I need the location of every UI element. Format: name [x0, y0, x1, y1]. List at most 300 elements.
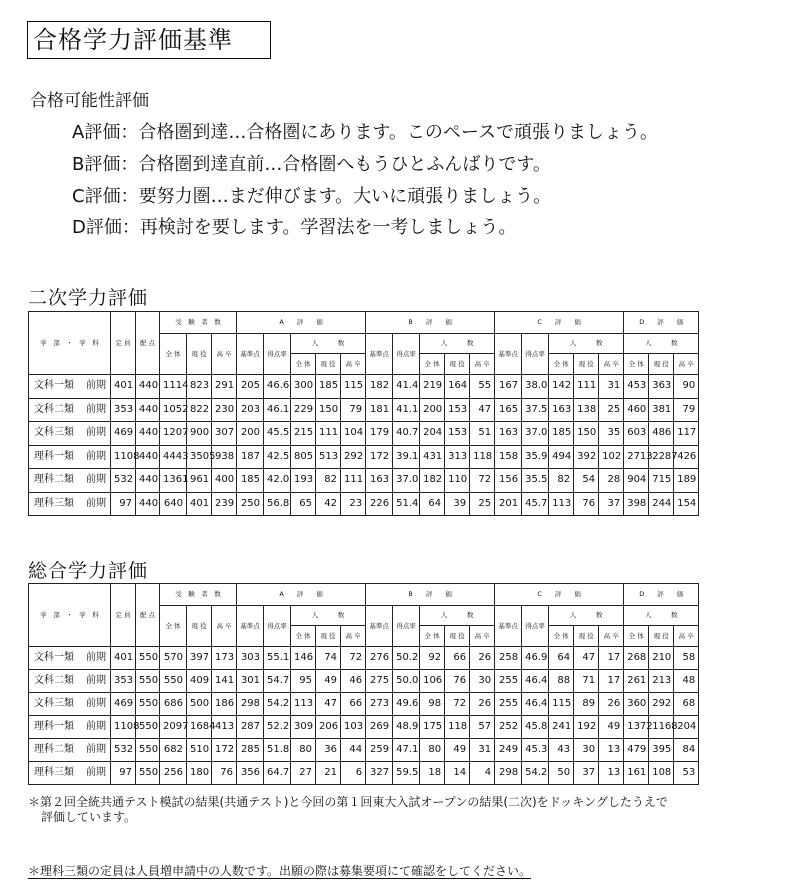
grade-d-cell: 48	[674, 670, 699, 693]
dept-name: 文科二類	[34, 675, 74, 686]
header-people: 人 数	[624, 606, 699, 626]
capacity-cell: 401	[111, 375, 136, 399]
grade-c-cell: 163	[549, 398, 574, 422]
grade-d-cell: 603	[624, 422, 649, 446]
grade-d-cell: 381	[649, 398, 674, 422]
grade-a-cell: 52.2	[264, 716, 291, 739]
grade-d-cell: 486	[649, 422, 674, 446]
header-base: 基準点	[366, 606, 393, 647]
grade-a-cell: 54.7	[264, 670, 291, 693]
header-grad: 高 卒	[341, 354, 366, 375]
grade-c-cell: 37.0	[522, 422, 549, 446]
grade-a-cell: 113	[291, 693, 316, 716]
capacity-cell: 469	[111, 693, 136, 716]
grade-a-cell: 27	[291, 762, 316, 785]
grade-b-cell: 4	[470, 762, 495, 785]
header-rate: 得点率	[522, 606, 549, 647]
header-base: 基準点	[495, 334, 522, 375]
grade-d-cell: 2713	[624, 445, 649, 469]
grade-a-cell: 74	[316, 647, 341, 670]
dept-cell	[29, 422, 111, 446]
grade-c-cell: 35	[599, 422, 624, 446]
grade-c-cell: 113	[549, 492, 574, 516]
header-grade-c: C 評 価	[495, 584, 624, 606]
dept-cell	[29, 739, 111, 762]
header-current: 現 役	[445, 354, 470, 375]
grade-a-cell: 250	[237, 492, 264, 516]
grade-b-cell: 39	[445, 492, 470, 516]
examinee-cell: 397	[187, 647, 212, 670]
grade-d-cell: 453	[624, 375, 649, 399]
grade-a-cell: 46.1	[264, 398, 291, 422]
grade-b-cell: 118	[470, 445, 495, 469]
grade-c-cell: 89	[574, 693, 599, 716]
grade-d-cell: 268	[624, 647, 649, 670]
dept-cell	[29, 445, 111, 469]
dept-name: 理科二類	[34, 474, 74, 486]
grade-c-cell: 115	[549, 693, 574, 716]
table-row	[29, 375, 699, 399]
grade-d-cell: 189	[674, 469, 699, 493]
grade-b-cell: 163	[366, 469, 393, 493]
examinee-cell: 1207	[160, 422, 187, 446]
grade-a-cell: 6	[341, 762, 366, 785]
grade-d-cell: 210	[649, 647, 674, 670]
grade-a-cell: 49	[316, 670, 341, 693]
grade-c-cell: 37.5	[522, 398, 549, 422]
grade-a-cell: 82	[316, 469, 341, 493]
grade-a-cell: 95	[291, 670, 316, 693]
header-grade-d: D 評 価	[624, 312, 699, 334]
grade-d-cell: 398	[624, 492, 649, 516]
grade-b-cell: 200	[420, 398, 445, 422]
dept-term: 前期	[86, 474, 106, 486]
grade-a-cell: 287	[237, 716, 264, 739]
grade-a-cell: 185	[237, 469, 264, 493]
header-grad: 高 卒	[470, 626, 495, 647]
grade-c-cell: 192	[574, 716, 599, 739]
grade-c-cell: 150	[574, 422, 599, 446]
grade-c-cell: 201	[495, 492, 522, 516]
grade-b-cell: 51.4	[393, 492, 420, 516]
grade-b-cell: 92	[420, 647, 445, 670]
dept-term: 前期	[86, 767, 106, 778]
dept-term: 前期	[86, 698, 106, 709]
grade-c-cell: 46.4	[522, 670, 549, 693]
header-rate: 得点率	[522, 334, 549, 375]
grade-c-cell: 252	[495, 716, 522, 739]
capacity-cell: 353	[111, 670, 136, 693]
grade-a-cell: 805	[291, 445, 316, 469]
table-row	[29, 739, 699, 762]
grade-a-cell: 150	[316, 398, 341, 422]
grade-b-cell: 269	[366, 716, 393, 739]
grade-a-cell: 513	[316, 445, 341, 469]
grade-b-cell: 175	[420, 716, 445, 739]
grade-a-cell: 36	[316, 739, 341, 762]
examinee-cell: 2097	[160, 716, 187, 739]
header-base: 基準点	[237, 334, 264, 375]
grade-a-cell: 193	[291, 469, 316, 493]
grade-a-cell: 205	[237, 375, 264, 399]
dept-term: 前期	[86, 744, 106, 755]
table-row	[29, 445, 699, 469]
grade-a-cell: 215	[291, 422, 316, 446]
grade-a-cell: 42.5	[264, 445, 291, 469]
grade-b-cell: 118	[445, 716, 470, 739]
grade-a-cell: 203	[237, 398, 264, 422]
allot-cell: 550	[136, 670, 160, 693]
examinee-cell: 510	[187, 739, 212, 762]
grade-a-cell: 187	[237, 445, 264, 469]
grade-c-cell: 28	[599, 469, 624, 493]
header-current: 現 役	[187, 334, 212, 375]
grade-a-cell: 80	[291, 739, 316, 762]
header-current: 現 役	[574, 626, 599, 647]
header-total: 全 体	[420, 626, 445, 647]
grade-a-cell: 206	[316, 716, 341, 739]
grade-d-cell: 1168	[649, 716, 674, 739]
capacity-cell: 97	[111, 762, 136, 785]
grade-c-cell: 54	[574, 469, 599, 493]
grade-a-cell: 46	[341, 670, 366, 693]
header-grad: 高 卒	[212, 334, 237, 375]
examinee-cell: 686	[160, 693, 187, 716]
header-rate: 得点率	[393, 606, 420, 647]
table-row	[29, 422, 699, 446]
header-grad: 高 卒	[599, 626, 624, 647]
grade-a-cell: 309	[291, 716, 316, 739]
header-grad: 高 卒	[599, 354, 624, 375]
dept-cell	[29, 762, 111, 785]
header-total: 全 体	[160, 334, 187, 375]
header-rate: 得点率	[264, 334, 291, 375]
examinee-cell: 640	[160, 492, 187, 516]
grade-a-cell: 300	[291, 375, 316, 399]
grade-c-cell: 17	[599, 647, 624, 670]
allot-cell: 550	[136, 693, 160, 716]
criteria-item: D評価：再検討を要します。学習法を一考しましょう。	[72, 217, 517, 238]
grade-b-cell: 59.5	[393, 762, 420, 785]
table-row	[29, 693, 699, 716]
examinee-cell: 307	[212, 422, 237, 446]
grade-d-cell: 204	[674, 716, 699, 739]
examinee-cell: 172	[212, 739, 237, 762]
grade-a-cell: 200	[237, 422, 264, 446]
header-allot: 配 点	[136, 312, 160, 375]
grade-b-cell: 153	[445, 422, 470, 446]
grade-b-cell: 51	[470, 422, 495, 446]
grade-b-cell: 72	[470, 469, 495, 493]
grade-c-cell: 241	[549, 716, 574, 739]
grade-a-cell: 42.0	[264, 469, 291, 493]
dept-name: 理科一類	[34, 721, 74, 732]
grade-a-cell: 66	[341, 693, 366, 716]
examinee-cell: 230	[212, 398, 237, 422]
grade-c-cell: 31	[599, 375, 624, 399]
header-grad: 高 卒	[674, 354, 699, 375]
grade-d-cell: 363	[649, 375, 674, 399]
criteria-item: C評価：要努力圏…まだ伸びます。大いに頑張りましょう。	[72, 186, 552, 207]
grade-d-cell: 154	[674, 492, 699, 516]
grade-c-cell: 138	[574, 398, 599, 422]
grade-b-cell: 30	[470, 670, 495, 693]
table-row	[29, 398, 699, 422]
grade-b-cell: 226	[366, 492, 393, 516]
grade-c-cell: 46.9	[522, 647, 549, 670]
examinee-cell: 173	[212, 647, 237, 670]
dept-cell	[29, 647, 111, 670]
grade-b-cell: 50.2	[393, 647, 420, 670]
header-capacity: 定 員	[111, 584, 136, 647]
grade-b-cell: 219	[420, 375, 445, 399]
header-total: 全 体	[549, 626, 574, 647]
grade-b-cell: 47	[470, 398, 495, 422]
dept-name: 理科一類	[34, 450, 74, 462]
dept-term: 前期	[86, 652, 106, 663]
grade-c-cell: 185	[549, 422, 574, 446]
grade-d-cell: 2287	[649, 445, 674, 469]
header-people: 人 数	[420, 334, 495, 354]
dept-name: 文科三類	[34, 698, 74, 709]
grade-b-cell: 40.7	[393, 422, 420, 446]
grade-c-cell: 258	[495, 647, 522, 670]
grade-b-cell: 181	[366, 398, 393, 422]
grade-b-cell: 273	[366, 693, 393, 716]
grade-d-cell: 213	[649, 670, 674, 693]
grade-c-cell: 13	[599, 762, 624, 785]
grade-b-cell: 276	[366, 647, 393, 670]
grade-c-cell: 13	[599, 739, 624, 762]
grade-c-cell: 37	[574, 762, 599, 785]
dept-cell	[29, 693, 111, 716]
allot-cell: 550	[136, 762, 160, 785]
criteria-item: B評価：合格圏到達直前…合格圏へもうひとふんばりです。	[72, 154, 551, 175]
grade-a-cell: 21	[316, 762, 341, 785]
examinee-cell: 180	[187, 762, 212, 785]
dept-cell	[29, 375, 111, 399]
examinee-cell: 1361	[160, 469, 187, 493]
grade-a-cell: 42	[316, 492, 341, 516]
grade-a-cell: 104	[341, 422, 366, 446]
examinee-cell: 682	[160, 739, 187, 762]
grade-a-cell: 356	[237, 762, 264, 785]
grade-b-cell: 14	[445, 762, 470, 785]
header-total: 全 体	[549, 354, 574, 375]
examinee-cell: 4443	[160, 445, 187, 469]
grade-a-cell: 111	[341, 469, 366, 493]
dept-term: 前期	[86, 427, 106, 439]
grade-b-cell: 80	[420, 739, 445, 762]
grade-c-cell: 249	[495, 739, 522, 762]
grade-a-cell: 103	[341, 716, 366, 739]
capacity-cell: 1108	[111, 445, 136, 469]
grade-c-cell: 255	[495, 693, 522, 716]
grade-b-cell: 47.1	[393, 739, 420, 762]
grade-b-cell: 39.1	[393, 445, 420, 469]
dept-name: 文科二類	[34, 403, 74, 415]
allot-cell: 550	[136, 716, 160, 739]
header-total: 全 体	[420, 354, 445, 375]
grade-c-cell: 45.3	[522, 739, 549, 762]
grade-c-cell: 392	[574, 445, 599, 469]
dept-term: 前期	[86, 721, 106, 732]
grade-d-cell: 715	[649, 469, 674, 493]
grade-a-cell: 185	[316, 375, 341, 399]
dept-term: 前期	[86, 450, 106, 462]
grade-c-cell: 35.9	[522, 445, 549, 469]
allot-cell: 550	[136, 739, 160, 762]
grade-c-cell: 35.5	[522, 469, 549, 493]
examinee-cell: 822	[187, 398, 212, 422]
grade-d-cell: 84	[674, 739, 699, 762]
table-row	[29, 469, 699, 493]
dept-term: 前期	[86, 497, 106, 509]
header-total: 全 体	[160, 606, 187, 647]
examinee-cell: 823	[187, 375, 212, 399]
header-dept: 学 部 ・ 学 科	[29, 312, 111, 375]
grade-b-cell: 110	[445, 469, 470, 493]
header-grade-c: C 評 価	[495, 312, 624, 334]
dept-name: 理科二類	[34, 744, 74, 755]
allot-cell: 440	[136, 445, 160, 469]
grade-b-cell: 18	[420, 762, 445, 785]
header-base: 基準点	[495, 606, 522, 647]
header-people: 人 数	[420, 606, 495, 626]
grade-a-cell: 45.5	[264, 422, 291, 446]
grade-b-cell: 31	[470, 739, 495, 762]
grade-c-cell: 25	[599, 398, 624, 422]
examinee-cell: 409	[187, 670, 212, 693]
grade-b-cell: 259	[366, 739, 393, 762]
examinee-cell: 291	[212, 375, 237, 399]
examinee-cell: 3505	[187, 445, 212, 469]
examinee-cell: 961	[187, 469, 212, 493]
criteria-heading: 合格可能性評価	[30, 91, 149, 111]
grade-a-cell: 146	[291, 647, 316, 670]
capacity-cell: 1108	[111, 716, 136, 739]
header-people: 人 数	[291, 606, 366, 626]
header-allot: 配 点	[136, 584, 160, 647]
header-grade-b: B 評 価	[366, 584, 495, 606]
dept-name: 文科三類	[34, 427, 74, 439]
grade-b-cell: 179	[366, 422, 393, 446]
dept-cell	[29, 398, 111, 422]
dept-name: 理科三類	[34, 767, 74, 778]
grade-a-cell: 55.1	[264, 647, 291, 670]
capacity-cell: 469	[111, 422, 136, 446]
grade-c-cell: 47	[574, 647, 599, 670]
grade-a-cell: 301	[237, 670, 264, 693]
grade-b-cell: 76	[445, 670, 470, 693]
sogo-heading: 総合学力評価	[28, 560, 149, 582]
grade-c-cell: 76	[574, 492, 599, 516]
grade-a-cell: 303	[237, 647, 264, 670]
table-row	[29, 762, 699, 785]
grade-b-cell: 49.6	[393, 693, 420, 716]
grade-b-cell: 98	[420, 693, 445, 716]
grade-d-cell: 161	[624, 762, 649, 785]
grade-c-cell: 46.4	[522, 693, 549, 716]
grade-c-cell: 54.2	[522, 762, 549, 785]
examinee-cell: 400	[212, 469, 237, 493]
note-docking: ＊第２回全統共通テスト模試の結果(共通テスト)と今回の第１回東大入試オープンの結果(二次)をドッキングしたうえで 評価しています。	[28, 795, 668, 824]
page-title: 合格学力評価基準	[27, 21, 271, 59]
grade-b-cell: 64	[420, 492, 445, 516]
grade-c-cell: 17	[599, 670, 624, 693]
grade-c-cell: 45.7	[522, 492, 549, 516]
grade-a-cell: 51.8	[264, 739, 291, 762]
header-grade-d: D 評 価	[624, 584, 699, 606]
dept-name: 文科一類	[34, 652, 74, 663]
dept-cell	[29, 492, 111, 516]
grade-b-cell: 172	[366, 445, 393, 469]
table-row	[29, 492, 699, 516]
allot-cell: 440	[136, 375, 160, 399]
grade-c-cell: 43	[549, 739, 574, 762]
grade-a-cell: 229	[291, 398, 316, 422]
examinee-cell: 900	[187, 422, 212, 446]
grade-b-cell: 57	[470, 716, 495, 739]
examinee-cell: 1684	[187, 716, 212, 739]
grade-c-cell: 142	[549, 375, 574, 399]
dept-term: 前期	[86, 380, 106, 392]
grade-a-cell: 292	[341, 445, 366, 469]
grade-d-cell: 261	[624, 670, 649, 693]
header-current: 現 役	[445, 626, 470, 647]
grade-c-cell: 298	[495, 762, 522, 785]
grade-b-cell: 182	[366, 375, 393, 399]
header-current: 現 役	[316, 626, 341, 647]
grade-d-cell: 90	[674, 375, 699, 399]
header-rate: 得点率	[393, 334, 420, 375]
grade-c-cell: 88	[549, 670, 574, 693]
table-row	[29, 670, 699, 693]
allot-cell: 440	[136, 422, 160, 446]
header-total: 全 体	[624, 354, 649, 375]
grade-b-cell: 153	[445, 398, 470, 422]
examinee-cell: 938	[212, 445, 237, 469]
examinee-cell: 413	[212, 716, 237, 739]
grade-c-cell: 255	[495, 670, 522, 693]
header-grad: 高 卒	[470, 354, 495, 375]
grade-c-cell: 165	[495, 398, 522, 422]
grade-b-cell: 50.0	[393, 670, 420, 693]
grade-b-cell: 26	[470, 693, 495, 716]
grade-c-cell: 156	[495, 469, 522, 493]
examinee-cell: 76	[212, 762, 237, 785]
capacity-cell: 532	[111, 739, 136, 762]
grade-b-cell: 48.9	[393, 716, 420, 739]
examinee-cell: 1052	[160, 398, 187, 422]
grade-a-cell: 46.6	[264, 375, 291, 399]
dept-cell	[29, 716, 111, 739]
grade-d-cell: 117	[674, 422, 699, 446]
grade-c-cell: 38.0	[522, 375, 549, 399]
examinee-cell: 256	[160, 762, 187, 785]
examinee-cell: 550	[160, 670, 187, 693]
grade-a-cell: 79	[341, 398, 366, 422]
grade-d-cell: 395	[649, 739, 674, 762]
grade-c-cell: 163	[495, 422, 522, 446]
grade-a-cell: 44	[341, 739, 366, 762]
grade-c-cell: 494	[549, 445, 574, 469]
note-capacity: ＊理科三類の定員は人員増申請中の人数です。出願の際は募集要項にて確認をしてください。	[28, 864, 532, 878]
grade-a-cell: 23	[341, 492, 366, 516]
header-people: 人 数	[549, 334, 624, 354]
grade-d-cell: 292	[649, 693, 674, 716]
niji-heading: 二次学力評価	[28, 287, 149, 309]
